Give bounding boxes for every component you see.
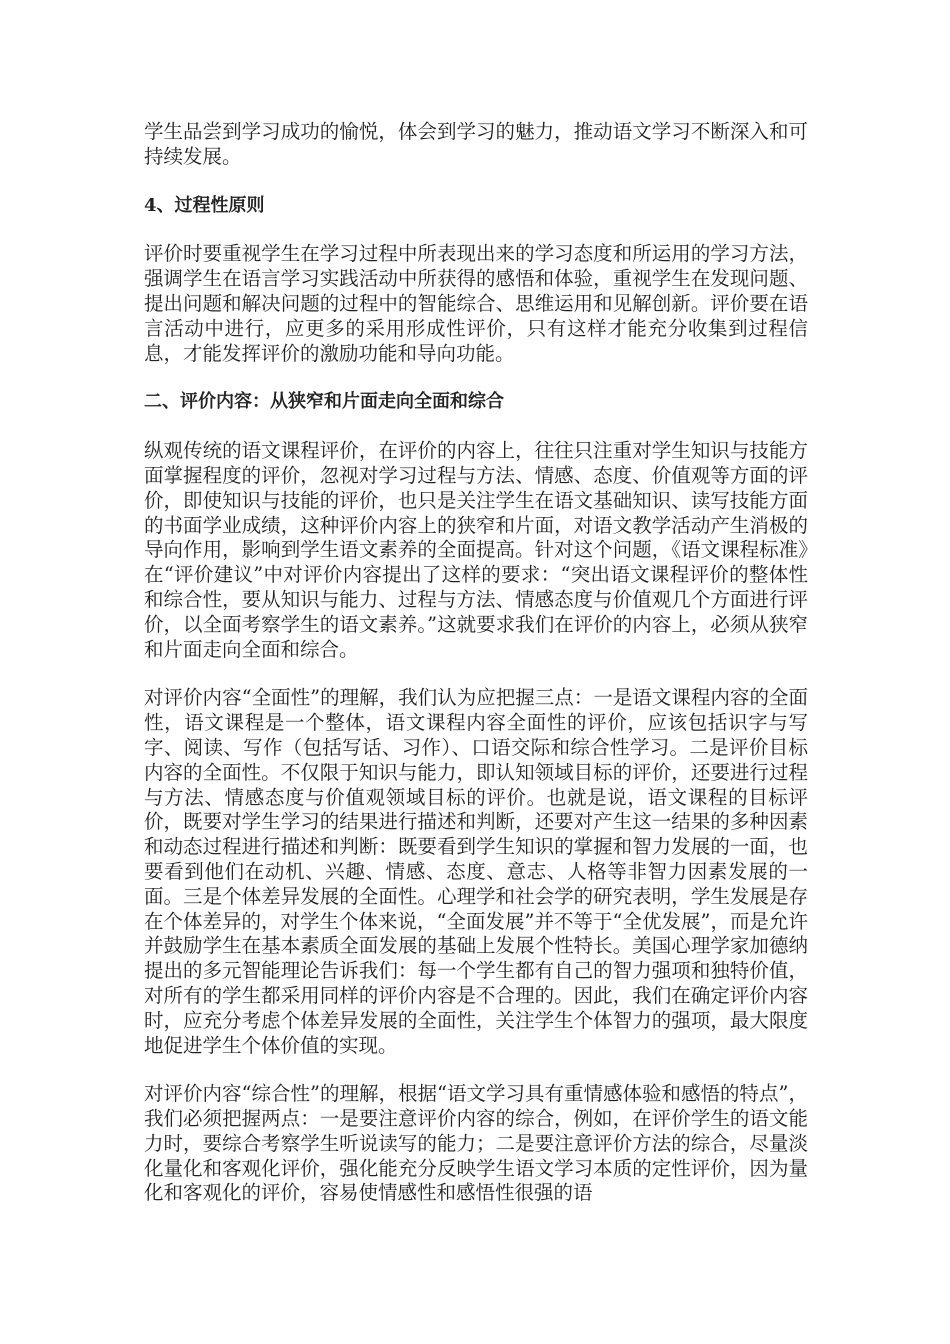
paragraph-content-overview: 纵观传统的语文课程评价，在评价的内容上，往往只注重对学生知识与技能方面掌握程度的评价，忽视对学习过程与方法、情感、态度、价值观等方面的评价，即使知识与技能的评价，也只是关注学生在语文基础知识、读写技能方面的书面学业成绩，这种评价内容上的狭窄和片面，对语文教学活动产生消极的导向作用，影响到学生语文素养的全面提高。针对这个问题，《语文课程标准》在“评价建议”中对评价内容提出了这样的要求：“突出语文课程评价的整体性和综合性，要从知识与能力、过程与方法、情感态度与价值观几个方面进行评价，以全面考察学生的语文素养。”这就要求我们在评价的内容上，必须从狭窄和片面走向全面和综合。 bbox=[144, 439, 808, 661]
heading-evaluation-content: 二、评价内容：从狭窄和片面走向全面和综合 bbox=[144, 391, 504, 413]
paragraph-comprehensiveness: 对评价内容“全面性”的理解，我们认为应把握三点：一是语文课程内容的全面性，语文课程是一个整体，语文课程内容全面性的评价，应该包括识字与写字、阅读、写作（包括写话、习作）、口语交际和综合性学习。二是评价目标内容的全面性。不仅限于知识与能力，即认知领域目标的评价，还要进行过程与方法、情感态度与价值观领域目标的评价。也就是说，语文课程的目标评价，既要对学生学习的结果进行描述和判断，还要对产生这一结果的多种因素和动态过程进行描述和判断：既要看到学生知识的掌握和智力发展的一面，也要看到他们在动机、兴趣、情感、态度、意志、人格等非智力因素发展的一面。三是个体差异发展的全面性。心理学和社会学的研究表明，学生发展是存在个体差异的，对学生个体来说，“全面发展”并不等于“全优发展”，而是允许并鼓励学生在基本素质全面发展的基础上发展个性特长。美国心理学家加德纳提出的多元智能理论告诉我们：每一个学生都有自己的智力强项和独特价值，对所有的学生都采用同样的评价内容是不合理的。因此，我们在确定评价内容时，应充分考虑个体差异发展的全面性，关注学生个体智力的强项，最大限度地促进学生个体价值的实现。 bbox=[144, 686, 808, 1057]
paragraph-process-principle: 评价时要重视学生在学习过程中所表现出来的学习态度和所运用的学习方法，强调学生在语言学习实践活动中所获得的感悟和体验，重视学生在发现问题、提出问题和解决问题的过程中的智能综合、思维运用和见解创新。评价要在语言活动中进行，应更多的采用形成性评价，只有这样才能充分收集到过程信息，才能发挥评价的激励功能和导向功能。 bbox=[144, 242, 808, 365]
paragraph-continued: 学生品尝到学习成功的愉悦，体会到学习的魅力，推动语文学习不断深入和可持续发展。 bbox=[144, 120, 808, 168]
paragraph-integration: 对评价内容“综合性”的理解，根据“语文学习具有重情感体验和感悟的特点”，我们必须把握两点：一是要注意评价内容的综合，例如，在评价学生的语文能力时，要综合考察学生听说读写的能力；二是要注意评价方法的综合，尽量淡化量化和客观化评价，强化能充分反映学生语文学习本质的定性评价，因为量化和客观化的评价，容易使情感性和感悟性很强的语 bbox=[144, 1082, 808, 1205]
document-page bbox=[144, 120, 808, 1230]
heading-process-principle: 4、过程性原则 bbox=[144, 194, 265, 216]
